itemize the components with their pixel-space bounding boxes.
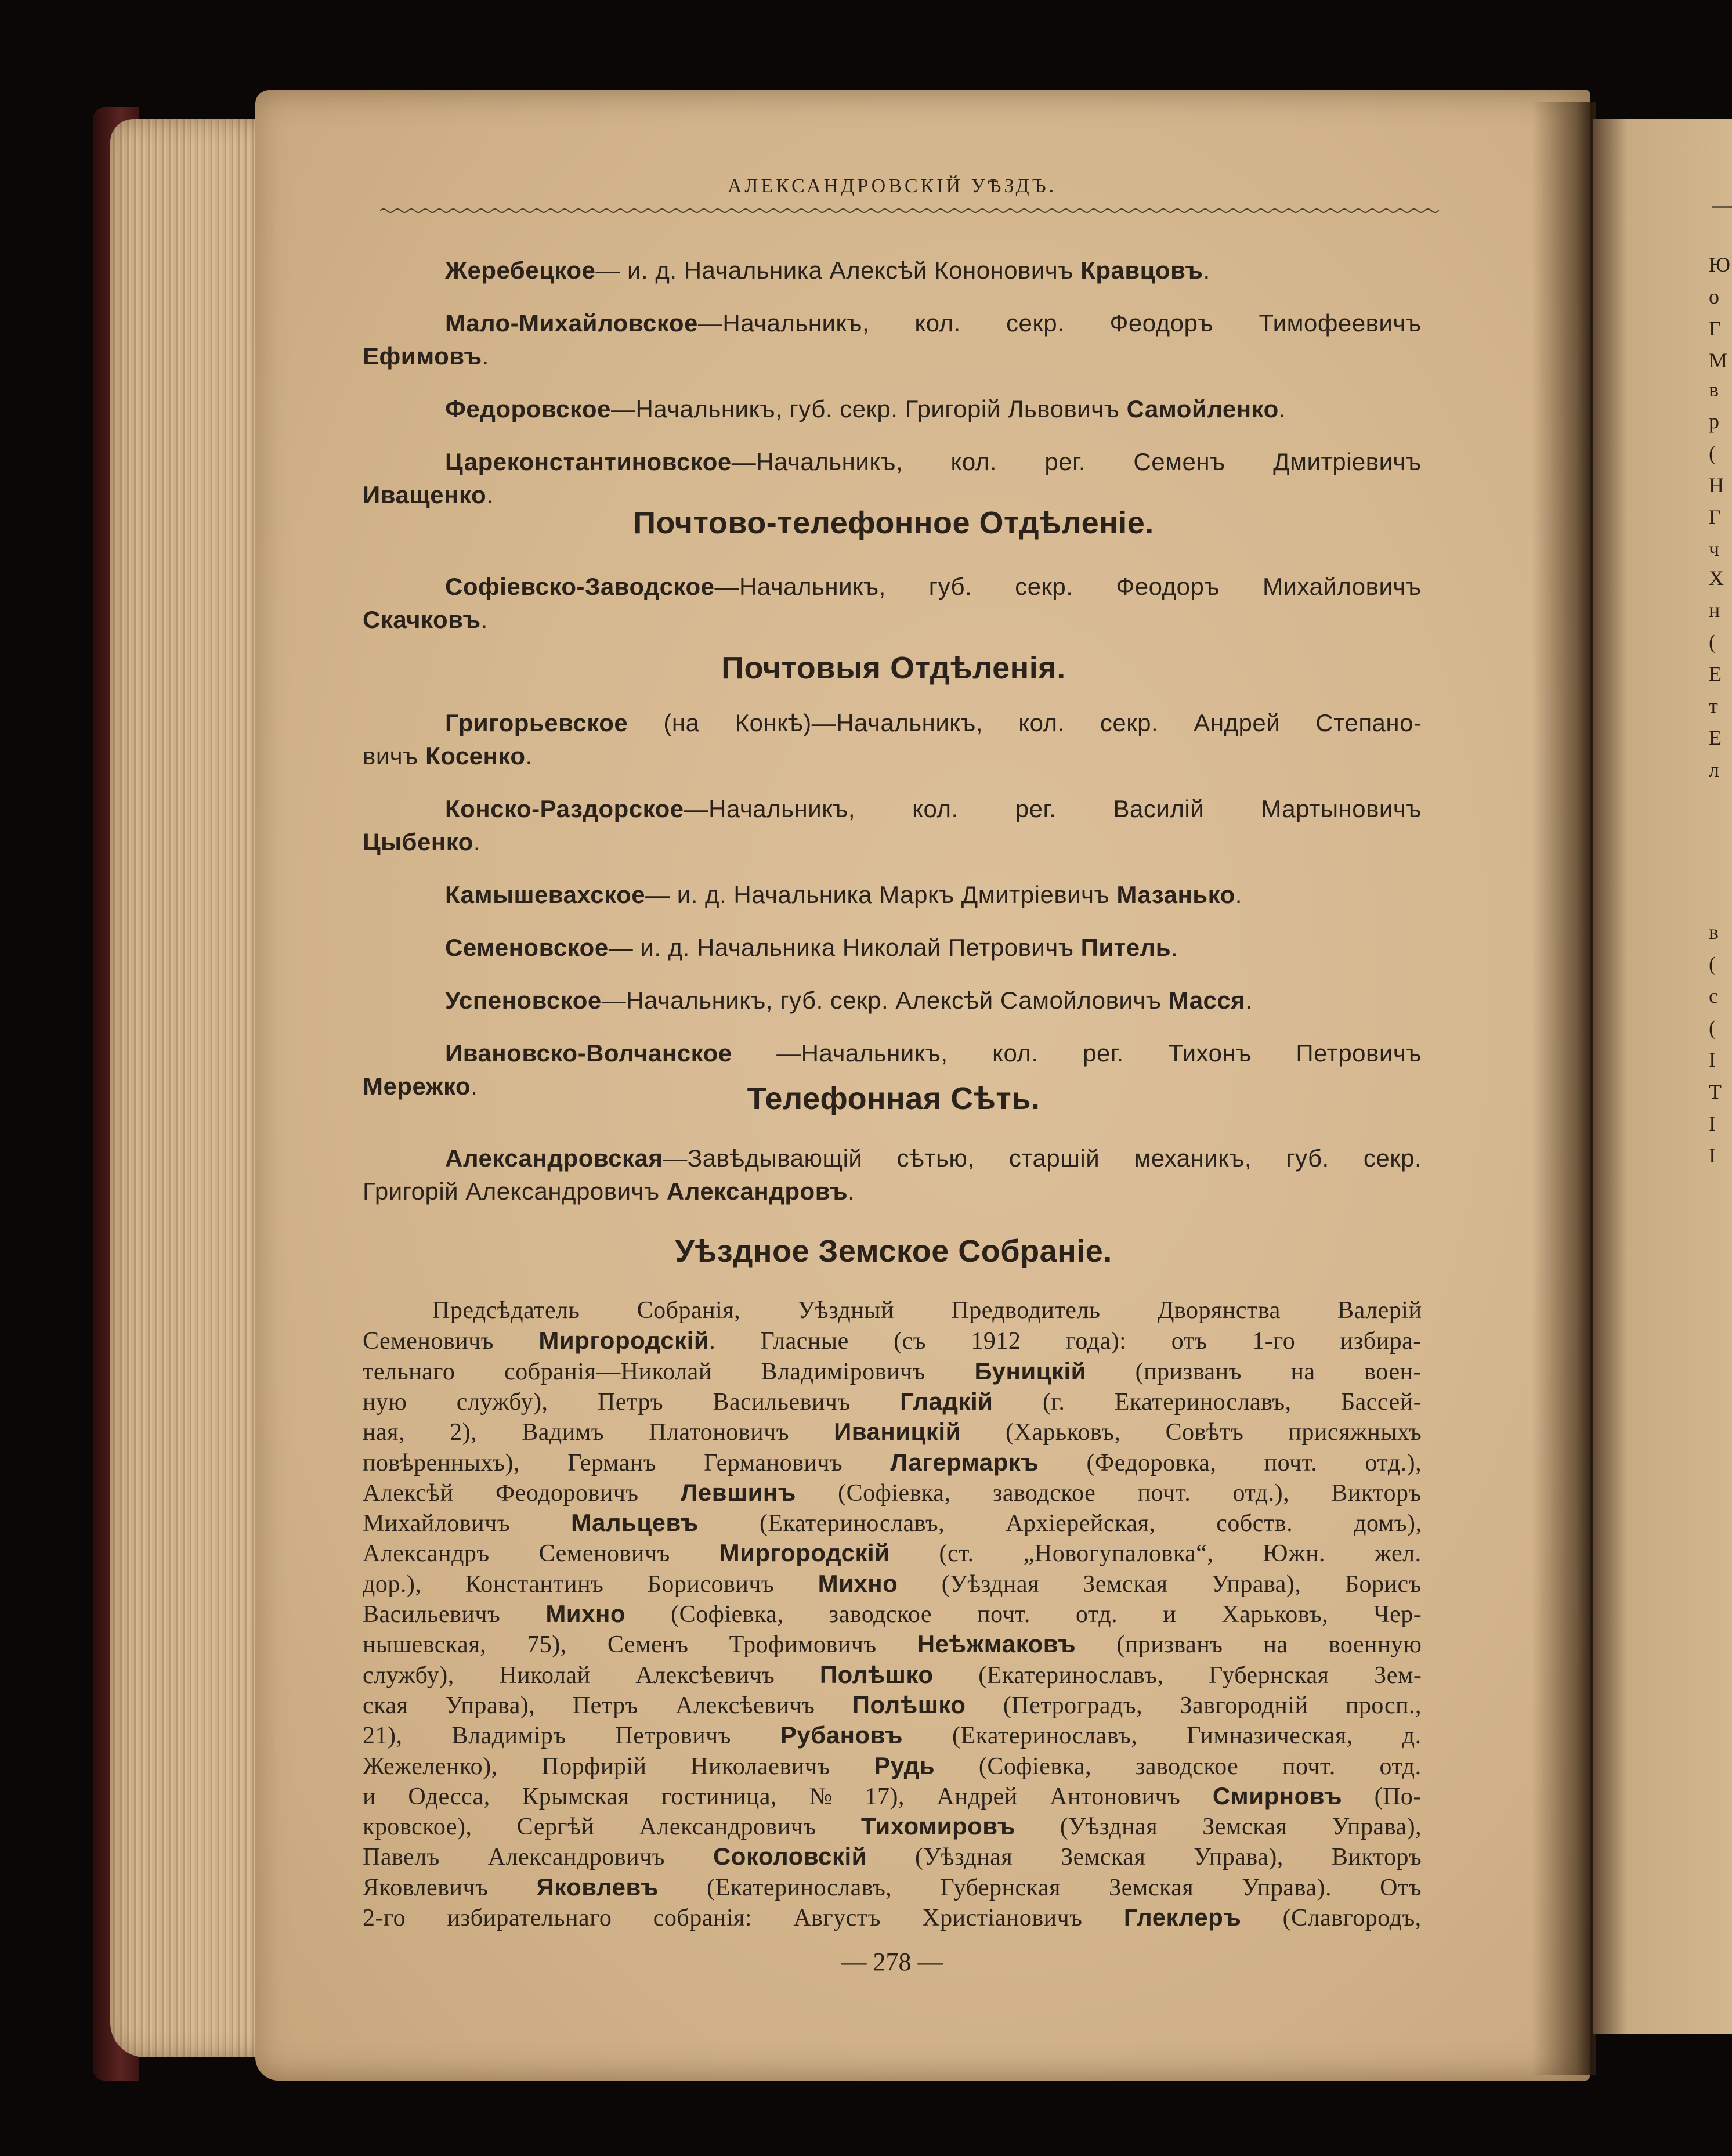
- name-bold: Полѣшко: [819, 1660, 934, 1688]
- text-run: (Софіевка, заводское почт. отд. и Харьковъ, Чер-: [625, 1601, 1422, 1628]
- entry-line: [363, 744, 533, 768]
- name-bold: Соколовскій: [713, 1843, 867, 1870]
- running-head: АЛЕКСАНДРОВСКІЙ УѢЗДЪ.: [727, 175, 1057, 197]
- assembly-line: [363, 1693, 1422, 1718]
- text-run: Алексѣй Феодоровичъ: [363, 1479, 681, 1507]
- text-run: .: [482, 342, 489, 370]
- assembly-line: [363, 1450, 1422, 1475]
- facing-page-letter: Е: [1709, 726, 1722, 749]
- text-run: (Екатеринославъ, Архіерейская, собств. домъ),: [698, 1510, 1422, 1537]
- text-run: Александръ Семеновичъ: [363, 1540, 719, 1568]
- text-run: тельнаго собранія—Николай Владиміровичъ: [363, 1358, 975, 1385]
- text-run: . Гласные (съ 1912 года): отъ 1-го избира-: [709, 1328, 1422, 1355]
- name-bold: Ефимовъ: [363, 342, 482, 370]
- facing-page-letter: Ю: [1709, 253, 1731, 276]
- name-bold: Григорьевское: [445, 709, 628, 736]
- running-head-wavy-rule: [380, 206, 1439, 215]
- text-run: .: [480, 606, 488, 633]
- entry-line: [445, 1146, 1422, 1171]
- name-bold: Кравцовъ: [1080, 257, 1203, 284]
- facing-page-letter: Г: [1709, 505, 1721, 529]
- text-run: (призванъ на военную: [1076, 1631, 1422, 1659]
- entry-line: [445, 711, 1422, 735]
- text-run: дор.), Константинъ Борисовичъ: [363, 1570, 818, 1598]
- text-run: —Начальникъ, кол. рег. Семенъ Дмитріевичъ: [731, 448, 1422, 475]
- name-bold: Федоровское: [445, 395, 611, 422]
- name-bold: Тихомировъ: [860, 1812, 1015, 1840]
- text-run: — и. д. Начальника Маркъ Дмитріевичъ: [645, 881, 1117, 908]
- facing-page-letter: Е: [1709, 662, 1722, 685]
- text-run: 2-го избирательнаго собранія: Августъ Христіановичъ: [363, 1905, 1124, 1931]
- name-bold: Самойленко: [1126, 395, 1279, 422]
- name-bold: Масся: [1168, 987, 1246, 1014]
- text-run: (призванъ на воен-: [1086, 1358, 1422, 1385]
- entry-line: [445, 258, 1210, 283]
- entry-line: [445, 575, 1422, 599]
- assembly-line: [363, 1541, 1422, 1566]
- entry-line: [445, 450, 1422, 474]
- text-run: — и. д. Начальника Алексѣй Кононовичъ: [595, 257, 1081, 284]
- text-run: (г. Екатеринославъ, Бассей-: [993, 1388, 1422, 1415]
- text-run: .: [1235, 881, 1242, 908]
- name-bold: Успеновское: [445, 987, 602, 1014]
- text-run: ная, 2), Вадимъ Платоновичъ: [363, 1419, 834, 1446]
- text-run: (Славгородъ,: [1241, 1905, 1422, 1931]
- name-bold: Иващенко: [363, 481, 487, 508]
- name-bold: Неѣжмаковъ: [917, 1630, 1076, 1658]
- text-run: (Уѣздная Земская Управа), Борисъ: [898, 1570, 1422, 1598]
- facing-page-letter: (: [1709, 952, 1716, 976]
- text-run: (Екатеринославъ, Губернская Земская Управа). Отъ: [658, 1874, 1422, 1901]
- text-run: .: [471, 1072, 478, 1100]
- text-run: .: [1278, 395, 1286, 422]
- text-run: ская Управа), Петръ Алексѣевичъ: [363, 1692, 852, 1719]
- facing-page-letter: (: [1709, 1016, 1716, 1039]
- heading-telephone-network: Телефонная Сѣть.: [747, 1081, 1040, 1116]
- assembly-line: [363, 1359, 1422, 1384]
- text-run: (Софіевка, заводское почт. отд.), Викторъ: [796, 1479, 1422, 1507]
- assembly-line: [363, 1480, 1422, 1505]
- facing-page-letter: (: [1709, 630, 1716, 653]
- name-bold: Миргородскій: [719, 1539, 890, 1567]
- facing-page-letter: в: [1709, 378, 1719, 401]
- text-run: (Уѣздная Земская Управа), Викторъ: [866, 1844, 1422, 1871]
- text-run: (По-: [1342, 1783, 1422, 1810]
- facing-page-letter: в: [1709, 920, 1719, 944]
- assembly-line: [363, 1420, 1422, 1444]
- text-run: (Харьковъ, Совѣтъ присяжныхъ: [960, 1419, 1422, 1446]
- name-bold: Александровъ: [666, 1178, 848, 1205]
- facing-page-rule: [1712, 206, 1732, 208]
- entry-line: [363, 608, 488, 632]
- name-bold: Ивановско-Волчанское: [445, 1039, 732, 1067]
- facing-page-letter: Г: [1709, 317, 1721, 340]
- name-bold: Яковлевъ: [536, 1873, 659, 1901]
- text-run: (Екатеринославъ, Губернская Зем-: [933, 1662, 1422, 1689]
- entry-line: [363, 344, 489, 369]
- facing-page-letter: Н: [1709, 474, 1724, 497]
- text-run: Яковлевичъ: [363, 1874, 537, 1901]
- name-bold: Скачковъ: [363, 606, 481, 633]
- name-bold: Михно: [818, 1569, 898, 1597]
- text-run: Павелъ Александровичъ: [363, 1844, 713, 1871]
- text-run: Михайловичъ: [363, 1510, 571, 1537]
- facing-page-letter: М: [1709, 349, 1728, 372]
- assembly-line: [363, 1784, 1422, 1809]
- facing-page-letter: Т: [1709, 1080, 1722, 1103]
- text-run: .: [1245, 987, 1253, 1014]
- facing-page-letter: н: [1709, 598, 1720, 622]
- text-run: (ст. „Новогупаловка“, Южн. жел.: [889, 1540, 1422, 1568]
- text-run: — и. д. Начальника Николай Петровичъ: [608, 934, 1081, 961]
- text-run: службу), Николай Алексѣевичъ: [363, 1662, 820, 1689]
- assembly-line: [363, 1328, 1422, 1353]
- entry-line: [363, 830, 480, 854]
- text-run: —Начальникъ, кол. рег. Тихонъ Петровичъ: [732, 1039, 1422, 1067]
- entry-line: [363, 1179, 855, 1204]
- book-gutter: [1532, 102, 1596, 2075]
- heading-district-assembly: Уѣздное Земское Собраніе.: [675, 1234, 1112, 1269]
- assembly-line: [363, 1660, 1422, 1689]
- assembly-line: [363, 1814, 1422, 1839]
- entry-line: [445, 988, 1252, 1013]
- text-run: —Начальникъ, кол. секр. Феодоръ Тимофеевичъ: [697, 309, 1422, 337]
- text-run: .: [525, 742, 533, 770]
- facing-page-letter: т: [1709, 694, 1718, 717]
- name-bold: Михно: [545, 1600, 625, 1627]
- text-run: и Одесса, Крымская гостиница, № 17), Андрей Антоновичъ: [363, 1783, 1213, 1810]
- name-bold: Левшинъ: [680, 1478, 796, 1506]
- text-run: —Начальникъ, губ. секр. Алексѣй Самойловичъ: [601, 987, 1169, 1014]
- name-bold: Софіевско-Заводское: [445, 573, 715, 600]
- name-bold: Полѣшко: [852, 1691, 966, 1718]
- name-bold: Смирновъ: [1212, 1782, 1343, 1810]
- name-bold: Александровская: [445, 1144, 663, 1172]
- name-bold: Мало-Михайловское: [445, 309, 698, 337]
- name-bold: Лагермаркъ: [890, 1448, 1039, 1476]
- assembly-line: [363, 1602, 1422, 1627]
- name-bold: Рубановъ: [780, 1721, 903, 1749]
- text-run: .: [473, 828, 481, 855]
- text-run: вичъ: [363, 742, 426, 770]
- text-run: —Начальникъ, кол. рег. Василій Мартыновичъ: [684, 795, 1422, 822]
- entry-line: [445, 936, 1178, 960]
- facing-page-letter: р: [1709, 410, 1719, 433]
- text-run: (Екатеринославъ, Гимназическая, д.: [903, 1722, 1422, 1750]
- text-run: Семеновичъ: [363, 1328, 539, 1355]
- name-bold: Цареконстантиновское: [445, 448, 732, 475]
- text-run: Васильевичъ: [363, 1601, 546, 1628]
- name-bold: Гладкій: [900, 1387, 993, 1415]
- assembly-line: [363, 1511, 1422, 1536]
- text-run: (Петроградъ, Завгородній просп.,: [966, 1692, 1422, 1719]
- assembly-line: [363, 1905, 1422, 1930]
- facing-page-letter: І: [1709, 1048, 1716, 1071]
- assembly-line: [363, 1751, 1422, 1780]
- text-run: .: [486, 481, 494, 508]
- name-bold: Семеновское: [445, 934, 609, 961]
- name-bold: Буницкій: [974, 1357, 1086, 1385]
- entry-line: [363, 483, 493, 507]
- name-bold: Глеклеръ: [1123, 1904, 1242, 1931]
- name-bold: Питель: [1080, 934, 1171, 961]
- facing-page-letter: о: [1709, 285, 1719, 308]
- entry-line: [445, 1041, 1422, 1066]
- text-run: (на Конкѣ)—Начальникъ, кол. секр. Андрей Степано-: [628, 709, 1422, 736]
- entry-line: [445, 797, 1422, 821]
- facing-page-letter: Х: [1709, 566, 1724, 590]
- name-bold: Мальцевъ: [571, 1509, 699, 1537]
- facing-page-letter: І: [1709, 1112, 1716, 1135]
- entry-line: [445, 883, 1242, 907]
- entry-line: [445, 397, 1286, 421]
- heading-post-telephone-office: Почтово-телефонное Отдѣленіе.: [633, 505, 1154, 540]
- name-bold: Жеребецкое: [445, 257, 596, 284]
- text-run: нышевская, 75), Семенъ Трофимовичъ: [363, 1631, 917, 1659]
- facing-page-edge: [1593, 119, 1732, 2034]
- assembly-line: [432, 1298, 1422, 1323]
- facing-page-letter: ч: [1709, 537, 1720, 561]
- text-run: (Федоровка, почт. отд.),: [1039, 1449, 1422, 1476]
- assembly-line: [363, 1844, 1422, 1869]
- facing-page-letter: л: [1709, 758, 1719, 781]
- text-run: .: [848, 1178, 855, 1205]
- name-bold: Иваницкій: [834, 1418, 961, 1446]
- text-run: (Софіевка, заводское почт. отд.: [935, 1753, 1422, 1780]
- name-bold: Камышевахское: [445, 881, 646, 908]
- page-stack-edge: [110, 119, 279, 2057]
- text-run: .: [1171, 934, 1178, 961]
- text-run: —Начальникъ, губ. секр. Григорій Львовичъ: [610, 395, 1127, 422]
- assembly-line: [363, 1632, 1422, 1657]
- name-bold: Мережко: [363, 1072, 471, 1100]
- assembly-line: [363, 1723, 1422, 1748]
- text-run: Предсѣдатель Собранія, Уѣздный Предводитель Дворянства Валерій: [432, 1297, 1422, 1324]
- name-bold: Мазанько: [1116, 881, 1235, 908]
- entry-line: [445, 311, 1422, 335]
- name-bold: Цыбенко: [363, 828, 473, 855]
- text-run: Григорій Александровичъ: [363, 1178, 667, 1205]
- facing-page-letter: с: [1709, 984, 1718, 1007]
- text-run: ную службу), Петръ Васильевичъ: [363, 1388, 901, 1415]
- text-run: кровское), Сергѣй Александровичъ: [363, 1814, 861, 1841]
- name-bold: Косенко: [425, 742, 526, 770]
- text-run: —Начальникъ, губ. секр. Феодоръ Михайловичъ: [714, 573, 1422, 600]
- text-run: Жежеленко), Порфирій Николаевичъ: [363, 1753, 874, 1780]
- assembly-line: [363, 1569, 1422, 1598]
- text-run: —Завѣдывающій сѣтью, старшій механикъ, губ. секр.: [663, 1144, 1422, 1172]
- name-bold: Миргородскій: [538, 1327, 710, 1355]
- assembly-line: [363, 1389, 1422, 1414]
- heading-post-offices: Почтовыя Отдѣленія.: [721, 651, 1066, 685]
- facing-page-letter: (: [1709, 442, 1716, 465]
- name-bold: Рудь: [874, 1751, 935, 1779]
- text-run: .: [1203, 257, 1210, 284]
- facing-page-letter: І: [1709, 1144, 1716, 1167]
- page-number: — 278 —: [841, 1948, 943, 1976]
- assembly-line: [363, 1875, 1422, 1900]
- text-run: (Уѣздная Земская Управа),: [1015, 1814, 1422, 1841]
- text-run: 21), Владиміръ Петровичъ: [363, 1722, 780, 1750]
- name-bold: Конско-Раздорское: [445, 795, 684, 822]
- text-run: повѣренныхъ), Германъ Германовичъ: [363, 1449, 891, 1476]
